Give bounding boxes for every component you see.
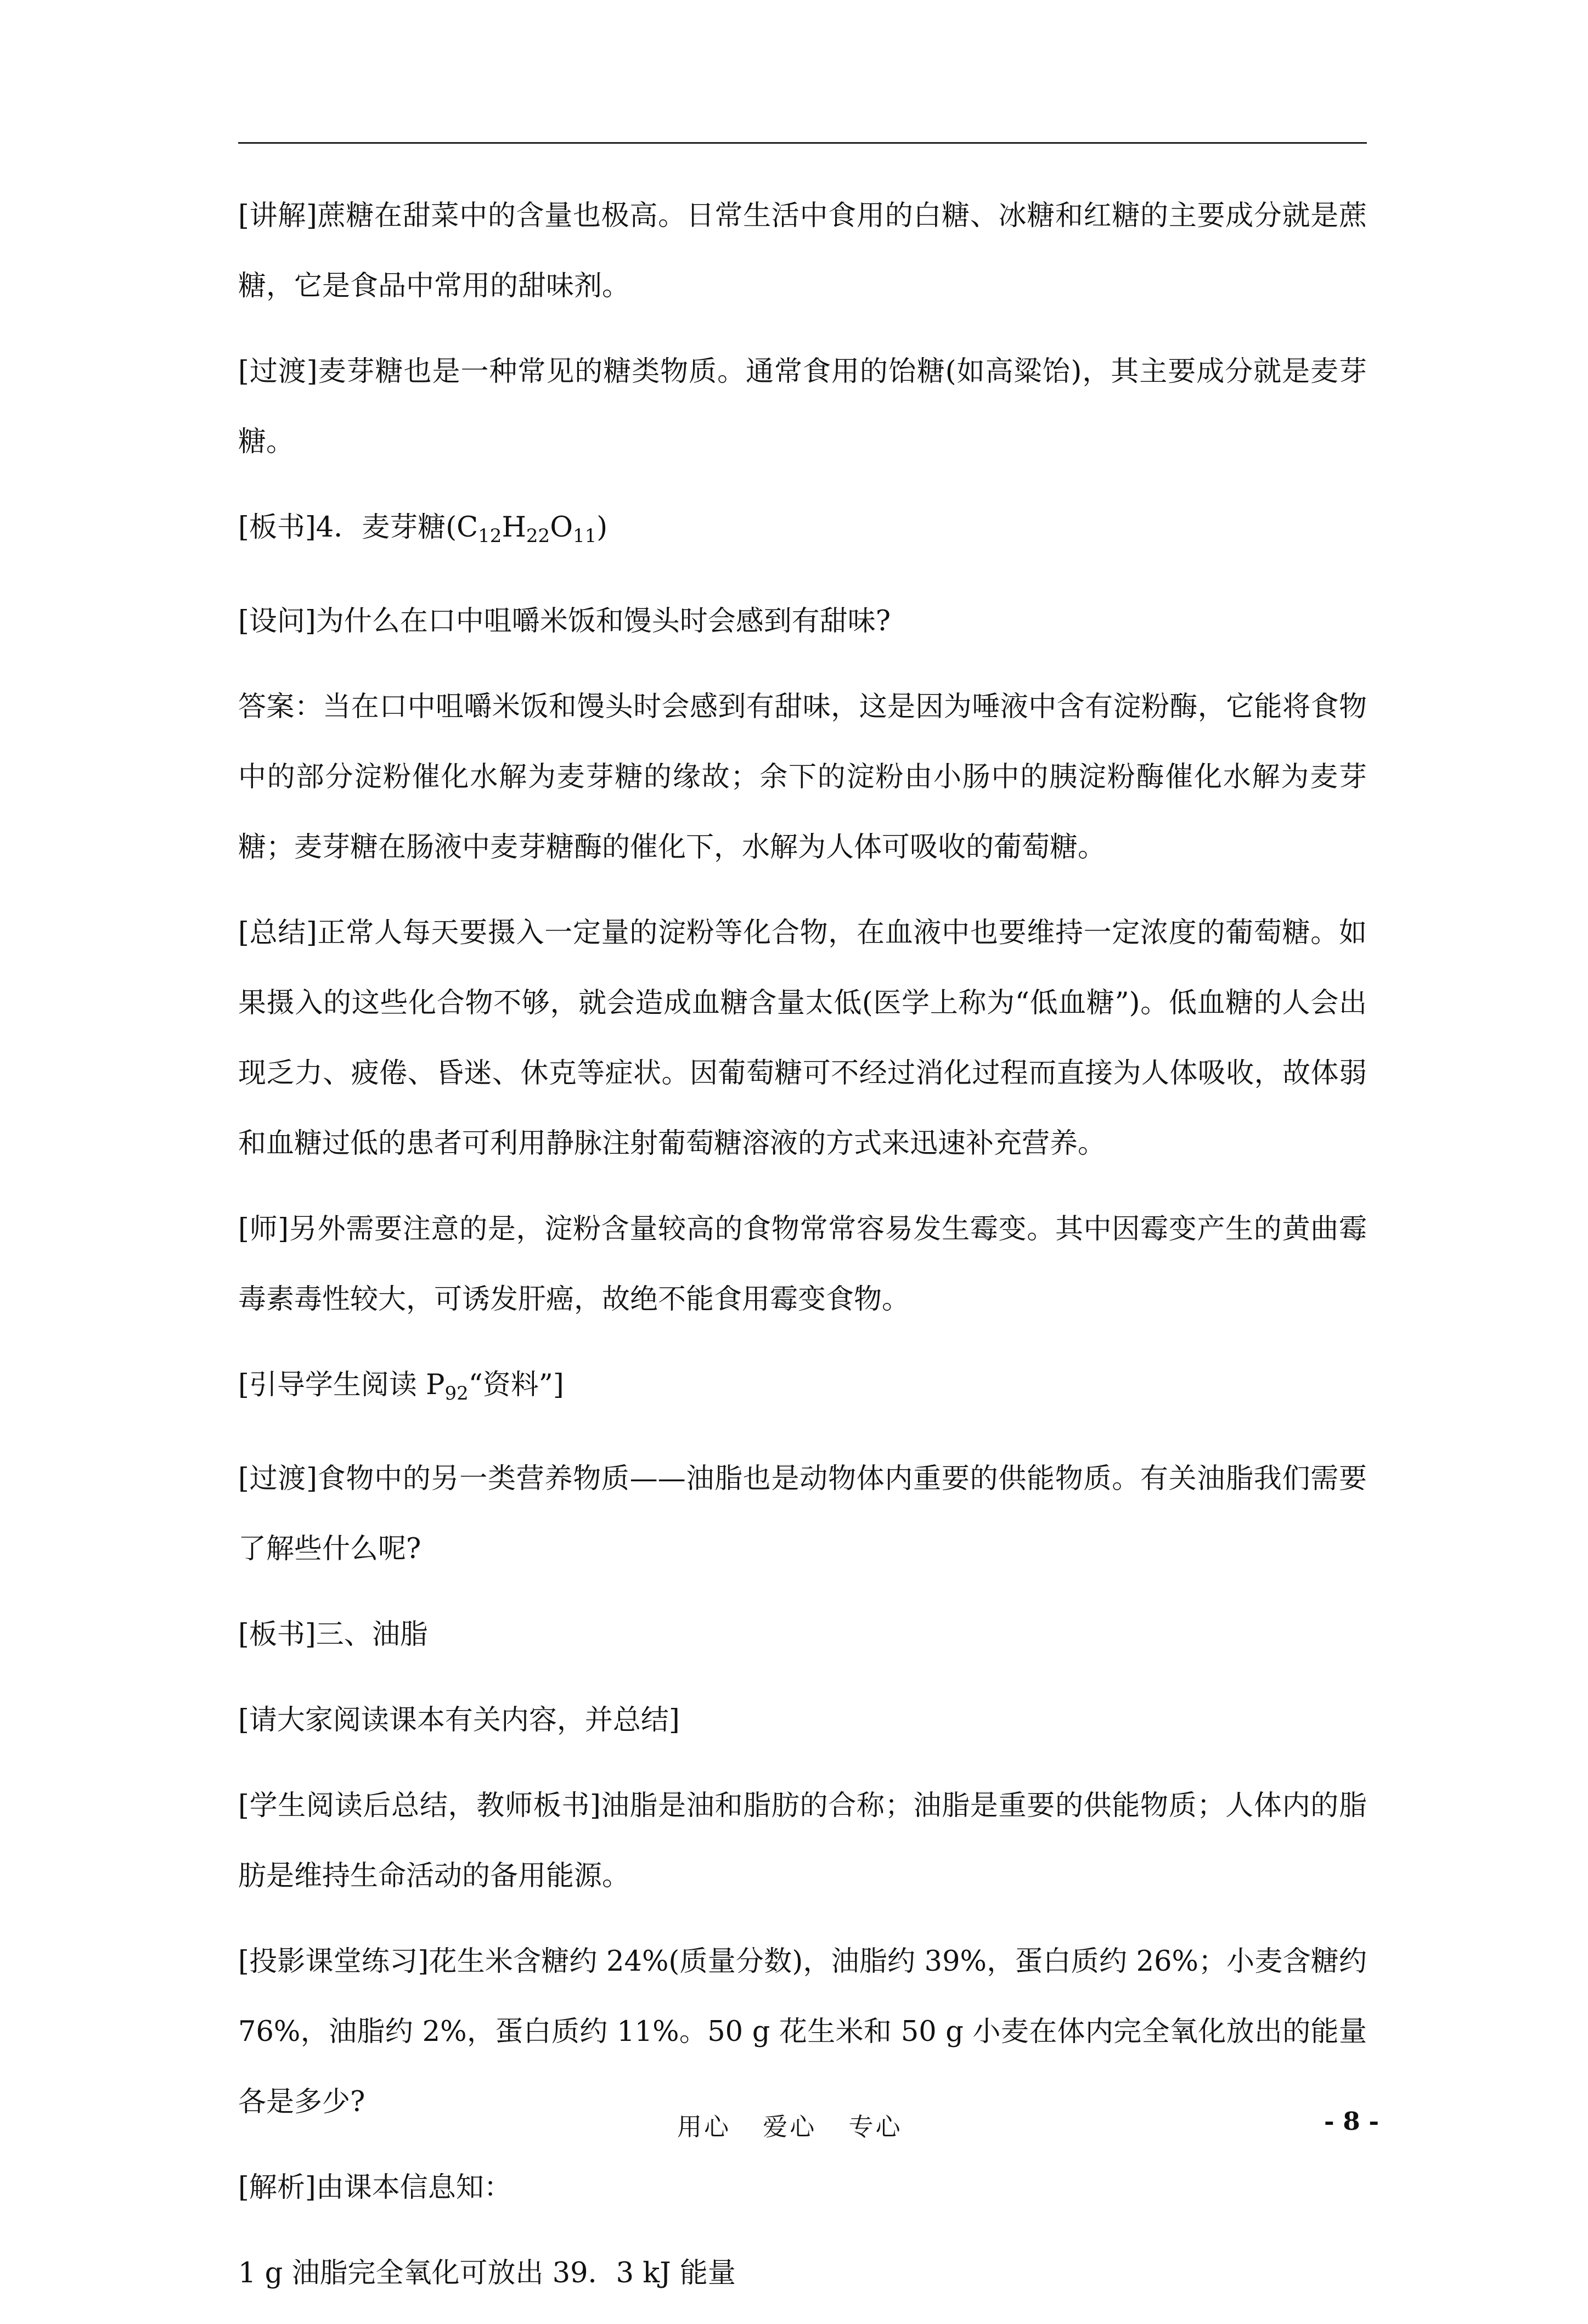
formula-prefix: [板书]4．麦芽糖(C — [238, 511, 478, 544]
paragraph-read-instruction: [请大家阅读课本有关内容，并总结] — [238, 1704, 680, 1736]
paragraph-exercise: [投影课堂练习]花生米含糖约 24%(质量分数)，油脂约 39%，蛋白质约 26%；小麦含糖约 76%，油脂约 2%，蛋白质约 11%。50 g 花生米和 50 g 小麦在体内完全氧化放出的能量各是多少? — [238, 1945, 1367, 2118]
paragraph-student-summary: [学生阅读后总结，教师板书]油脂是油和脂肪的合称；油脂是重要的供能物质；人体内的脂肪是维持生命活动的备用能源。 — [238, 1790, 1367, 1892]
paragraph-answer: 答案：当在口中咀嚼米饭和馒头时会感到有甜味，这是因为唾液中含有淀粉酶，它能将食物中的部分淀粉催化水解为麦芽糖的缘故；余下的淀粉由小肠中的胰淀粉酶催化水解为麦芽糖；麦芽糖在肠液中麦芽糖酶的催化下，水解为人体可吸收的葡萄糖。 — [238, 691, 1367, 864]
paragraph-summary: [总结]正常人每天要摄入一定量的淀粉等化合物，在血液中也要维持一定浓度的葡萄糖。如果摄入的这些化合物不够，就会造成血糖含量太低(医学上称为“低血糖”)。低血糖的人会出现乏力、疲倦、昏迷、休克等症状。因葡萄糖可不经过消化过程而直接为人体吸收，故体弱和血糖过低的患者可利用静脉注射葡萄糖溶液的方式来迅速补充营养。 — [238, 917, 1367, 1160]
formula-suffix: ) — [596, 511, 608, 544]
formula-c-subscript: 12 — [478, 525, 502, 547]
formula-h: H — [502, 511, 526, 544]
paragraph-board-maltose-formula — [238, 493, 1367, 571]
paragraph-energy-fact: 1 g 油脂完全氧化可放出 39．3 kJ 能量 — [238, 2257, 736, 2289]
footer-motto: 用心 爱心 专心 — [677, 2112, 903, 2141]
paragraph-transition-maltose: [过渡]麦芽糖也是一种常见的糖类物质。通常食用的饴糖(如高粱饴)，其主要成分就是麦芽糖。 — [238, 356, 1367, 458]
formula-o: O — [550, 511, 573, 544]
paragraph-board-fats: [板书]三、油脂 — [238, 1618, 428, 1651]
page-footer — [0, 2107, 1588, 2151]
document-body — [238, 181, 1367, 2324]
reading-page-subscript: 92 — [444, 1383, 469, 1404]
paragraph-analysis: [解析]由课本信息知： — [238, 2171, 512, 2204]
paragraph-lecture-sucrose: [讲解]蔗糖在甜菜中的含量也极高。日常生活中食用的白糖、冰糖和红糖的主要成分就是蔗糖，它是食品中常用的甜味剂。 — [238, 200, 1367, 302]
paragraph-question: [设问]为什么在口中咀嚼米饭和馒头时会感到有甜味? — [238, 605, 891, 638]
formula-o-subscript: 11 — [573, 525, 597, 547]
paragraph-reading-guide — [238, 1350, 1367, 1429]
formula-h-subscript: 22 — [526, 525, 550, 547]
header-rule — [238, 142, 1367, 144]
paragraph-transition-fats: [过渡]食物中的另一类营养物质——油脂也是动物体内重要的供能物质。有关油脂我们需要了解些什么呢? — [238, 1463, 1367, 1565]
reading-prefix: [引导学生阅读 P — [238, 1369, 445, 1401]
page-number: - 8 - — [1324, 2107, 1379, 2136]
paragraph-teacher-note: [师]另外需要注意的是，淀粉含量较高的食物常常容易发生霉变。其中因霉变产生的黄曲霉毒素毒性较大，可诱发肝癌，故绝不能食用霉变食物。 — [238, 1213, 1367, 1316]
reading-suffix: “资料”] — [468, 1369, 564, 1401]
